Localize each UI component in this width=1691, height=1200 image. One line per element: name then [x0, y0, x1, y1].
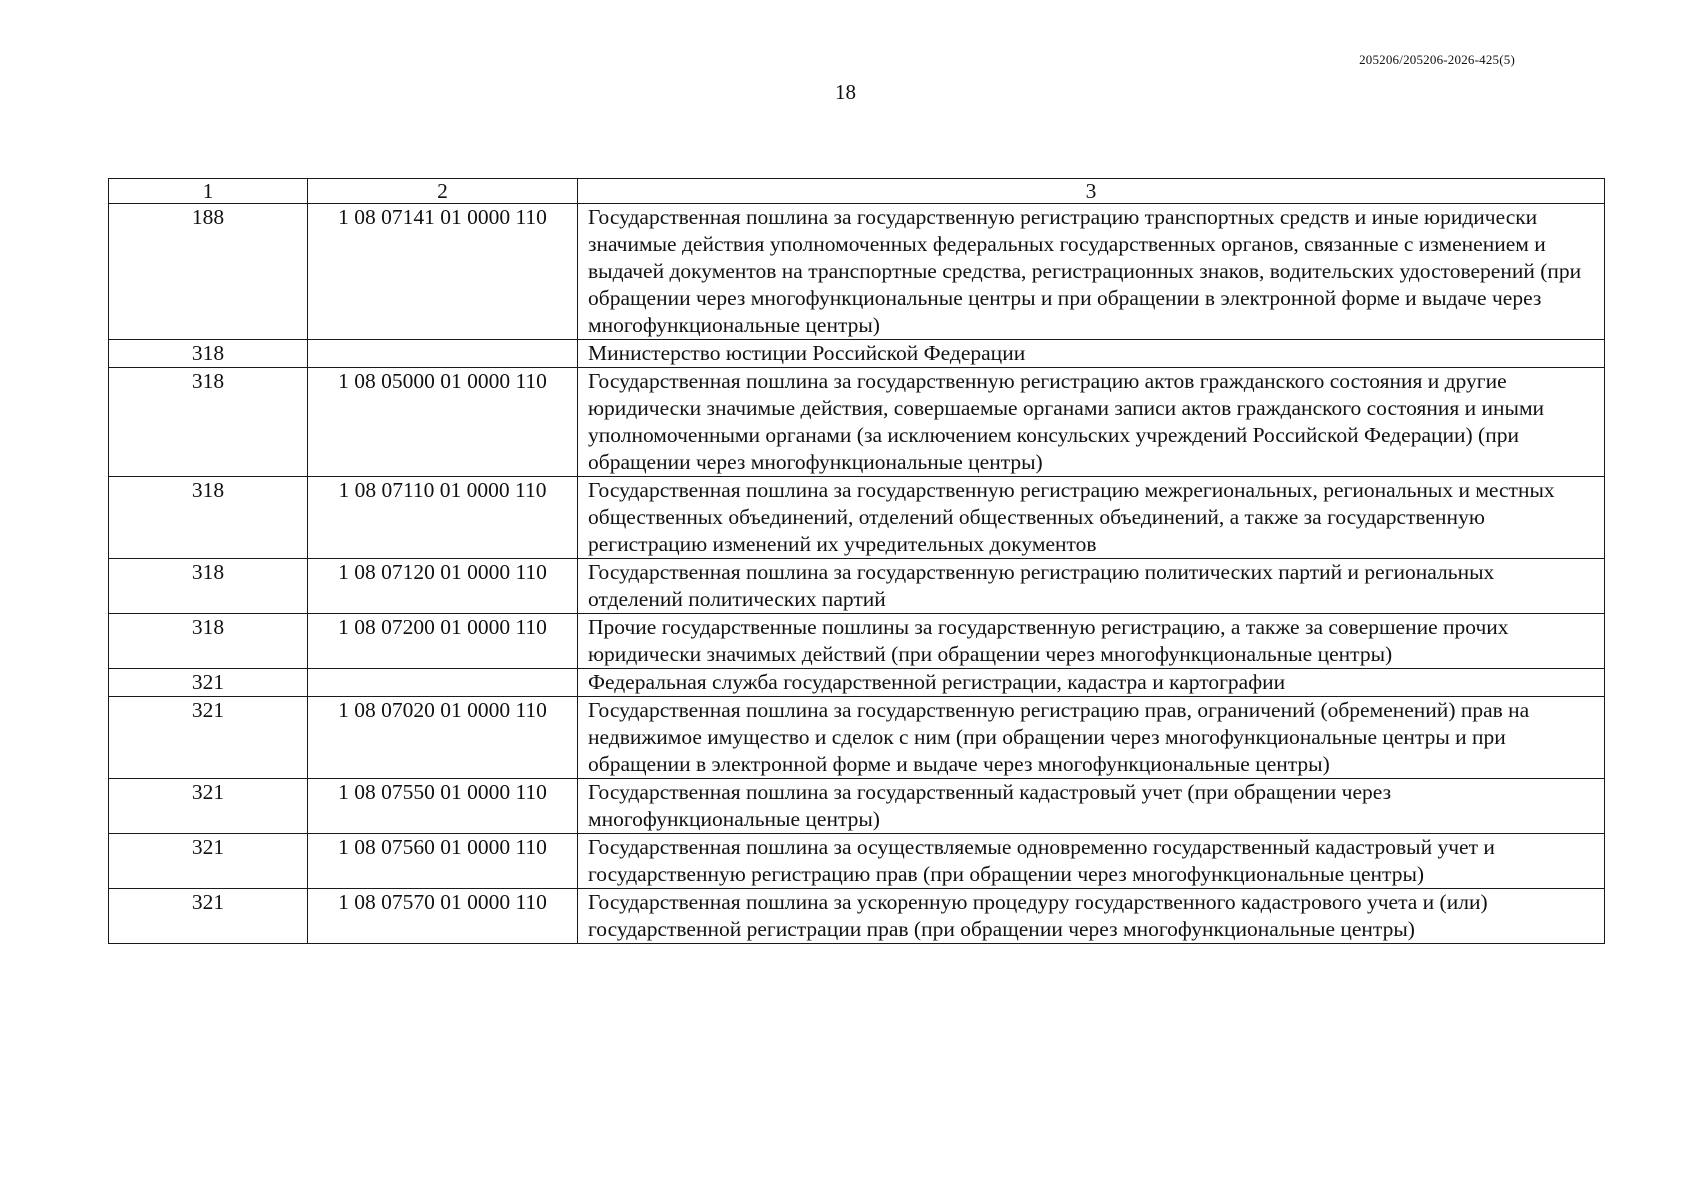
- description-cell: Государственная пошлина за ускоренную процедуру государственного кадастрового учета и (или) государственной регистрации прав (при обращении через многофункциональные центры): [578, 889, 1605, 944]
- description-cell: Государственная пошлина за государственную регистрацию политических партий и региональных отделений политических партий: [578, 559, 1605, 614]
- description-cell: Государственная пошлина за государственную регистрацию транспортных средств и иные юридически значимые действия уполномоченных федеральных государственных органов, связанные с изменением и выдачей документов на транспортные средства, регистрационных знаков, водительских удостоверений (при обращении через многофункциональные центры и при обращении в электронной форме и выдаче через многофункциональные центры): [578, 204, 1605, 340]
- table-row: [109, 368, 1605, 477]
- table-row: [109, 889, 1605, 944]
- budget-classification-code-cell: 1 08 07020 01 0000 110: [308, 697, 578, 779]
- admin-code-cell: 321: [109, 834, 308, 889]
- document-table: [108, 178, 1605, 944]
- table-row: [109, 559, 1605, 614]
- admin-code-cell: 318: [109, 477, 308, 559]
- budget-classification-code-cell: [308, 669, 578, 697]
- table-row: [109, 340, 1605, 368]
- admin-code-cell: 321: [109, 779, 308, 834]
- description-cell: Государственная пошлина за государственную регистрацию прав, ограничений (обременений) прав на недвижимое имущество и сделок с ним (при обращении через многофункциональные центры и при обращении в электронной форме и выдаче через многофункциональные центры): [578, 697, 1605, 779]
- document-table-container: [108, 178, 1605, 944]
- admin-code-cell: 188: [109, 204, 308, 340]
- budget-classification-code-cell: 1 08 07141 01 0000 110: [308, 204, 578, 340]
- table-row: [109, 614, 1605, 669]
- description-cell: Государственная пошлина за государственную регистрацию актов гражданского состояния и другие юридически значимые действия, совершаемые органами записи актов гражданского состояния и иными уполномоченными органами (за исключением консульских учреждений Российской Федерации) (при обращении через многофункциональные центры): [578, 368, 1605, 477]
- column-header-1: 1: [109, 179, 308, 204]
- description-cell: Федеральная служба государственной регистрации, кадастра и картографии: [578, 669, 1605, 697]
- admin-code-cell: 321: [109, 889, 308, 944]
- description-cell: Государственная пошлина за осуществляемые одновременно государственный кадастровый учет и государственную регистрацию прав (при обращении через многофункциональные центры): [578, 834, 1605, 889]
- column-header-3: 3: [578, 179, 1605, 204]
- description-cell: Государственная пошлина за государственную регистрацию межрегиональных, региональных и местных общественных объединений, отделений общественных объединений, а также за государственную регистрацию изменений их учредительных документов: [578, 477, 1605, 559]
- admin-code-cell: 318: [109, 614, 308, 669]
- table-row: [109, 204, 1605, 340]
- budget-classification-code-cell: 1 08 07200 01 0000 110: [308, 614, 578, 669]
- budget-classification-code-cell: [308, 340, 578, 368]
- budget-classification-code-cell: 1 08 07120 01 0000 110: [308, 559, 578, 614]
- table-row: [109, 697, 1605, 779]
- column-header-2: 2: [308, 179, 578, 204]
- budget-classification-code-cell: 1 08 07110 01 0000 110: [308, 477, 578, 559]
- description-cell: Прочие государственные пошлины за государственную регистрацию, а также за совершение прочих юридически значимых действий (при обращении через многофункциональные центры): [578, 614, 1605, 669]
- description-cell: Министерство юстиции Российской Федерации: [578, 340, 1605, 368]
- budget-classification-code-cell: 1 08 07570 01 0000 110: [308, 889, 578, 944]
- table-row: [109, 477, 1605, 559]
- description-cell: Государственная пошлина за государственный кадастровый учет (при обращении через многофункциональные центры): [578, 779, 1605, 834]
- table-row: [109, 779, 1605, 834]
- document-id: 205206/205206-2026-425(5): [1359, 52, 1515, 67]
- page-number: 18: [835, 80, 856, 104]
- admin-code-cell: 318: [109, 368, 308, 477]
- admin-code-cell: 318: [109, 559, 308, 614]
- table-header-row: [109, 179, 1605, 204]
- table-row: [109, 834, 1605, 889]
- table-body: [109, 204, 1605, 944]
- admin-code-cell: 321: [109, 697, 308, 779]
- budget-classification-code-cell: 1 08 07560 01 0000 110: [308, 834, 578, 889]
- budget-classification-code-cell: 1 08 05000 01 0000 110: [308, 368, 578, 477]
- admin-code-cell: 318: [109, 340, 308, 368]
- budget-classification-code-cell: 1 08 07550 01 0000 110: [308, 779, 578, 834]
- admin-code-cell: 321: [109, 669, 308, 697]
- table-row: [109, 669, 1605, 697]
